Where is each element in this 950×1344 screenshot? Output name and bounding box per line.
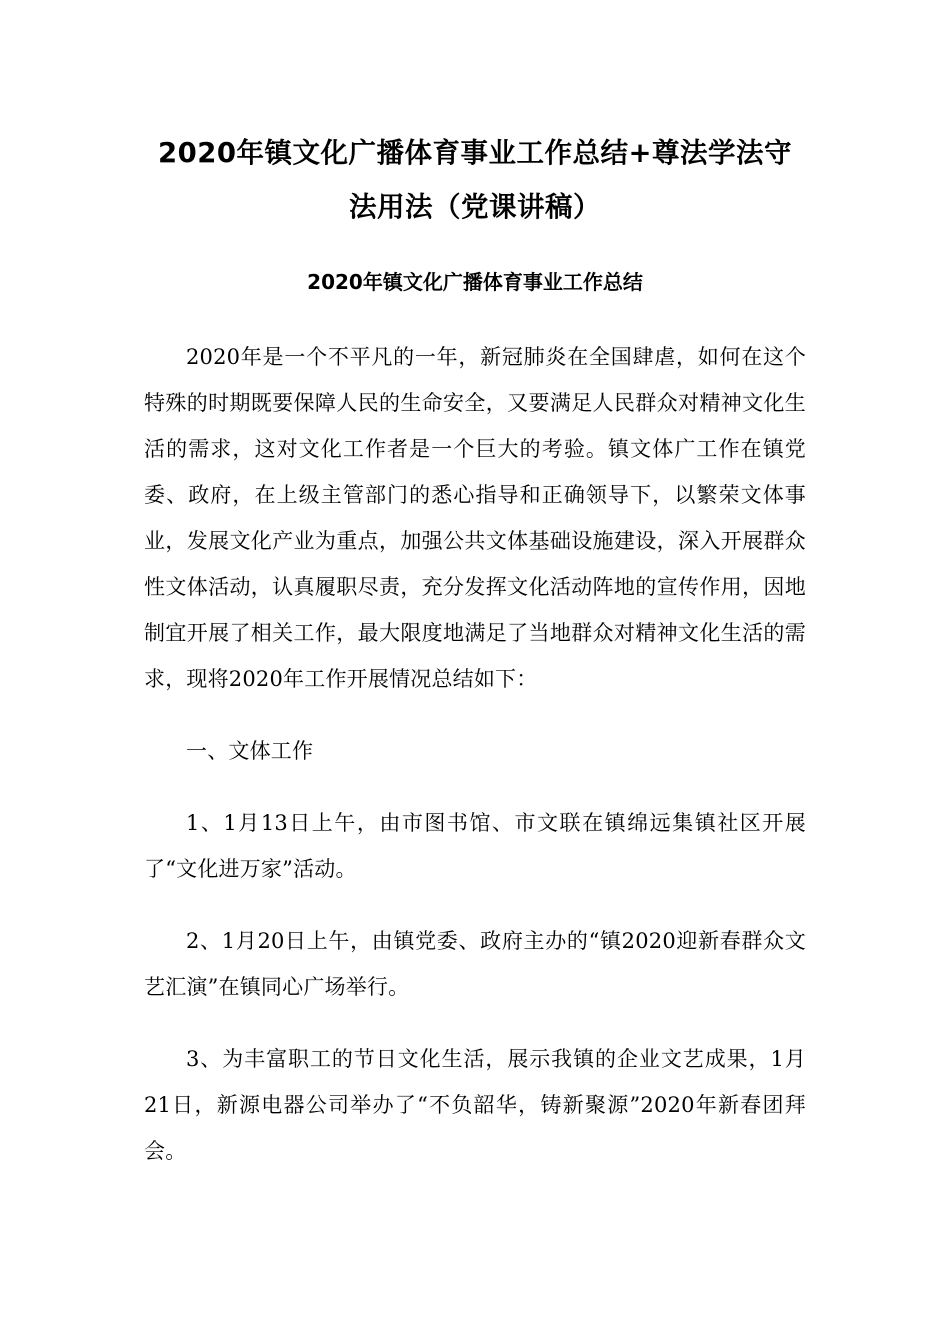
document-title: 2020年镇文化广播体育事业工作总结+尊法学法守法用法（党课讲稿） <box>157 137 793 223</box>
intro-paragraph: 2020年是一个不平凡的一年，新冠肺炎在全国肆虐，如何在这个特殊的时期既要保障人民的生命安全，又要满足人民群众对精神文化生活的需求，这对文化工作者是一个巨大的考验。镇文体广工作在镇党委、政府，在上级主管部门的悉心指导和正确领导下，以繁荣文体事业，发展文化产业为重点，加强公共文体基础设施建设，深入开展群众性文体活动，认真履职尽责，充分发挥文化活动阵地的宣传作用，因地制宜开展了相关工作，最大限度地满足了当地群众对精神文化生活的需求，现将2020年工作开展情况总结如下： <box>144 345 806 691</box>
list-item: 3、为丰富职工的节日文化生活，展示我镇的企业文艺成果，1月21日，新源电器公司举办了“不负韶华，铸新聚源”2020年新春团拜会。 <box>144 1047 806 1163</box>
document-subtitle: 2020年镇文化广播体育事业工作总结 <box>307 270 643 294</box>
list-item: 1、1月13日上午，由市图书馆、市文联在镇绵远集镇社区开展了“文化进万家”活动。 <box>144 811 806 881</box>
section-heading: 一、文体工作 <box>186 739 314 763</box>
list-item: 2、1月20日上午，由镇党委、政府主办的“镇2020迎新春群众文艺汇演”在镇同心广场举行。 <box>144 929 806 999</box>
